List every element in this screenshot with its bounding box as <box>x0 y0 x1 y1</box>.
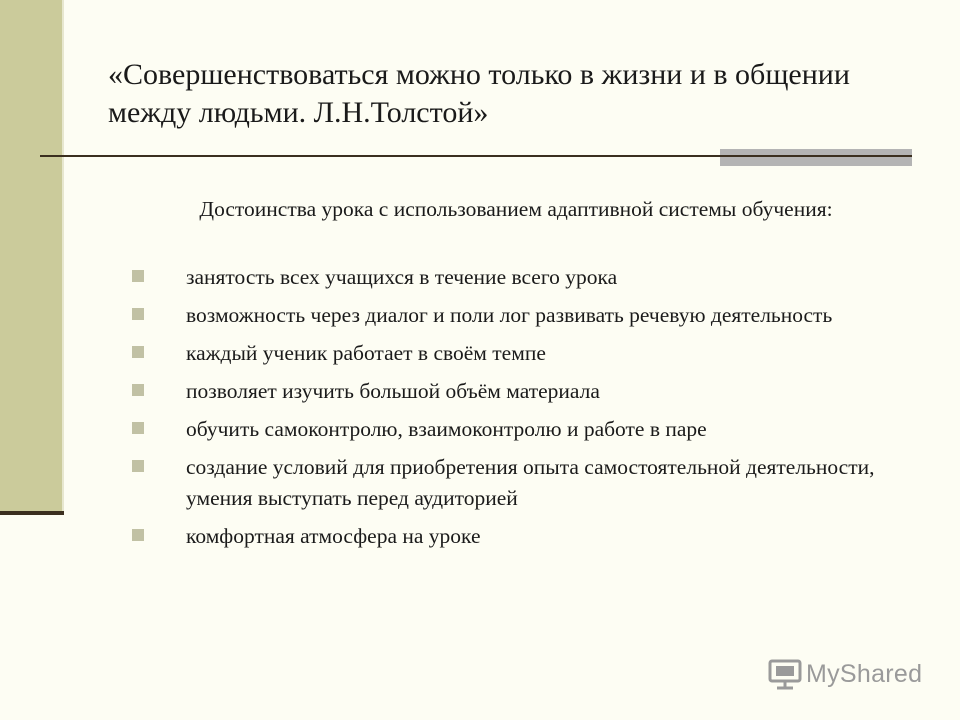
bullet-text: возможность через диалог и поли лог развивать речевую деятельность <box>186 303 833 327</box>
presentation-screen-icon <box>768 658 802 690</box>
bullet-square-icon <box>132 460 144 472</box>
title-divider <box>40 155 720 157</box>
bullet-item <box>130 521 910 552</box>
myshared-watermark[interactable] <box>768 657 922 691</box>
bullet-text: создание условий для приобретения опыта самостоятельной деятельности, умения выступать перед аудиторией <box>186 455 875 510</box>
watermark-text: MyShared <box>806 659 923 688</box>
bullet-text: каждый ученик работает в своём темпе <box>186 341 546 365</box>
bullet-item <box>130 300 910 331</box>
bullet-square-icon <box>132 270 144 282</box>
bullet-list <box>130 262 910 559</box>
bullet-item <box>130 414 910 445</box>
bullet-square-icon <box>132 308 144 320</box>
bullet-square-icon <box>132 529 144 541</box>
bullet-square-icon <box>132 422 144 434</box>
bullet-text: занятость всех учащихся в течение всего урока <box>186 265 618 289</box>
bullet-square-icon <box>132 384 144 396</box>
bullet-square-icon <box>132 346 144 358</box>
bullet-item <box>130 376 910 407</box>
left-decorative-bar <box>0 0 64 511</box>
bullet-text: комфортная атмосфера на уроке <box>186 524 481 548</box>
bullet-item <box>130 452 910 514</box>
slide-title: «Совершенствоваться можно только в жизни и в общении между людьми. Л.Н.Толстой» <box>108 58 850 129</box>
left-bar-underline <box>0 511 64 515</box>
bullet-item <box>130 338 910 369</box>
bullet-item <box>130 262 910 293</box>
bullet-text: позволяет изучить большой объём материала <box>186 379 600 403</box>
bullet-text: обучить самоконтролю, взаимоконтролю и работе в паре <box>186 417 707 441</box>
title-divider-accent <box>720 149 912 166</box>
slide-subtitle: Достоинства урока с использованием адаптивной системы обучения: <box>199 197 833 221</box>
